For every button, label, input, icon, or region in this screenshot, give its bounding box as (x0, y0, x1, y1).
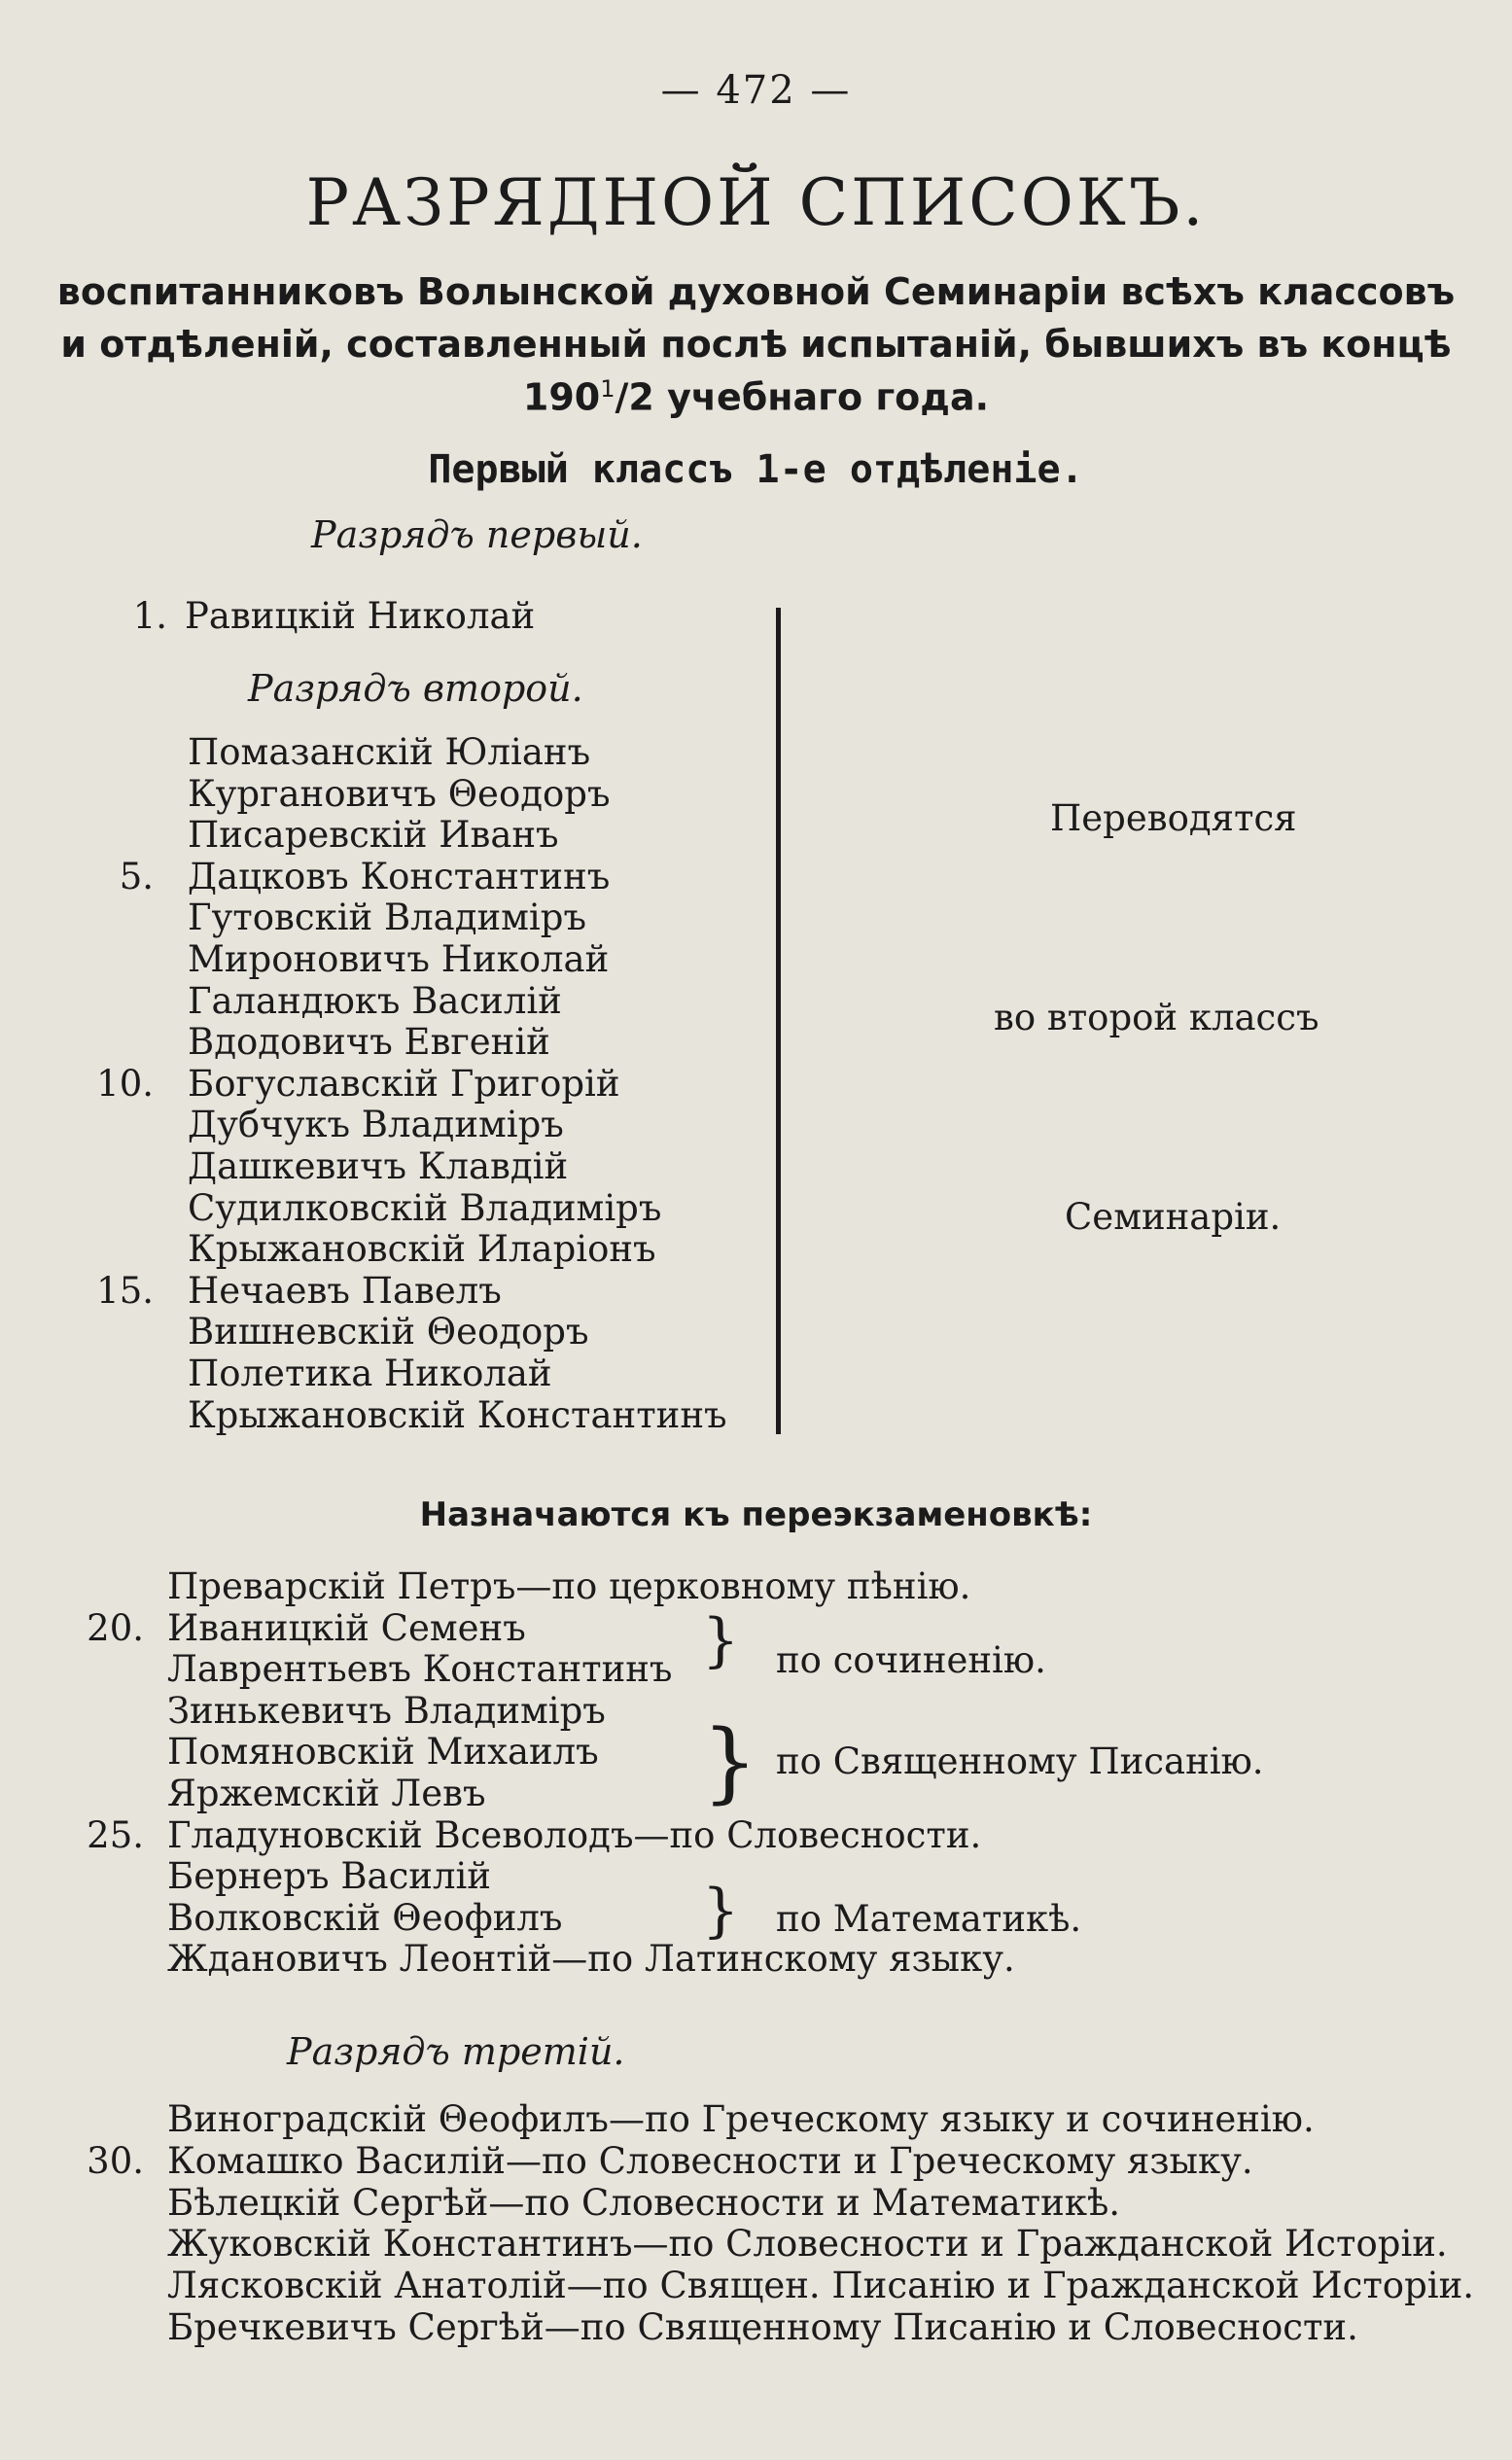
subtitle-line-1: воспитанниковъ Волынской духовной Семинаріи всѣхъ классовъ (56, 270, 1456, 313)
row-text: Виноградскій Θеофилъ—по Греческому языку и сочиненію. (167, 2098, 1315, 2140)
row-number: 20. (87, 1606, 144, 1649)
promotion-note-line-3: Семинаріи. (1065, 1196, 1282, 1238)
row-number: 30. (87, 2139, 144, 2182)
row-text: Гладуновскій Всеволодъ—по Словесности. (167, 1813, 982, 1856)
razryad-third-label: Разрядъ третій. (287, 2030, 625, 2073)
row-number: 25. (87, 1813, 144, 1856)
subtitle-year: 190 (522, 375, 601, 419)
reexam-note-1: по сочиненію. (776, 1639, 1046, 1681)
row-number: 15. (96, 1269, 154, 1312)
subtitle-line-3 (0, 375, 1512, 419)
student-name: Равицкій Николай (185, 595, 536, 637)
row-text: Бернеръ Василій (167, 1855, 491, 1898)
reexam-note-3: по Математикѣ. (776, 1898, 1082, 1940)
bracket-line (776, 608, 781, 1434)
row-text: Галандюкъ Василій (188, 979, 562, 1022)
reexam-heading: Назначаются къ переэкзаменовкѣ: (419, 1495, 1093, 1534)
page-number: — 472 — (660, 68, 852, 113)
row-text: Преварскій Петръ—по церковному пѣнію. (167, 1565, 971, 1607)
brace-2: } (702, 1711, 758, 1813)
row-text: Полетика Николай (188, 1353, 552, 1394)
row-text: Крыжановскій Иларіонъ (188, 1228, 656, 1271)
subtitle-line-2: и отдѣленій, составленный послѣ испытаній, бывшихъ въ концѣ (60, 323, 1452, 366)
row-text: Богуславскій Григорій (188, 1062, 620, 1105)
razryad-second-label: Разрядъ второй. (248, 667, 583, 710)
row-text: Помяновскій Михаилъ (167, 1731, 599, 1774)
promotion-note-line-2: во второй классъ (994, 997, 1319, 1038)
row-text: Дубчукъ Владиміръ (188, 1104, 564, 1146)
subtitle-year-rest: /2 учебнаго года. (615, 375, 990, 419)
row-text: Крыжановскій Константинъ (188, 1393, 727, 1436)
promotion-note-line-1: Переводятся (1050, 797, 1297, 839)
row-text: Бречкевичъ Сергѣй—по Священному Писанію и Словесности. (167, 2306, 1358, 2348)
row-text: Яржемскій Левъ (167, 1773, 486, 1814)
row-text: Дацковъ Константинъ (188, 855, 611, 897)
brace-1: } (702, 1606, 740, 1674)
row-text: Лясковскій Анатолій—по Священ. Писанію и Гражданской Исторіи. (167, 2265, 1475, 2307)
reexam-note-2: по Священному Писанію. (776, 1740, 1264, 1782)
row-text: Гутовскій Владиміръ (188, 896, 586, 939)
row-text: Комашко Василій—по Словесности и Греческому языку. (167, 2139, 1253, 2182)
razryad-first-label: Разрядъ первый. (311, 513, 643, 556)
row-text: Мироновичъ Николай (188, 938, 610, 980)
row-text: Волковскій Θеофилъ (167, 1896, 563, 1939)
row-number: 5. (119, 855, 154, 897)
row-text: Нечаевъ Павелъ (188, 1269, 502, 1312)
row-text: Кургановичъ Θеодоръ (188, 772, 611, 815)
brace-3: } (702, 1877, 740, 1945)
row-text: Жуковскій Константинъ—по Словесности и Гражданской Исторіи. (167, 2223, 1448, 2266)
row-text: Лаврентьевъ Константинъ (167, 1648, 673, 1691)
student-number: 1. (132, 595, 167, 637)
row-number: 10. (96, 1062, 154, 1105)
row-text: Вишневскій Θеодоръ (188, 1311, 589, 1353)
page-title: РАЗРЯДНОЙ СПИСОКЪ. (305, 165, 1207, 240)
class-heading: Первый классъ 1-е отдѣленіе. (428, 447, 1084, 492)
row-text: Помазанскій Юліанъ (188, 731, 591, 773)
row-text: Писаревскій Иванъ (188, 814, 559, 857)
row-text: Иваницкій Семенъ (167, 1606, 526, 1649)
row-text: Ждановичъ Леонтій—по Латинскому языку. (167, 1938, 1015, 1981)
subtitle-year-superscript: 1 (600, 375, 615, 403)
row-text: Зинькевичъ Владиміръ (167, 1689, 606, 1732)
row-text: Судилковскій Владиміръ (188, 1186, 662, 1229)
row-text: Вдодовичъ Евгеній (188, 1021, 550, 1064)
row-text: Дашкевичъ Клавдій (188, 1145, 569, 1187)
row-text: Бѣлецкій Сергѣй—по Словесности и Математикѣ. (167, 2181, 1121, 2224)
